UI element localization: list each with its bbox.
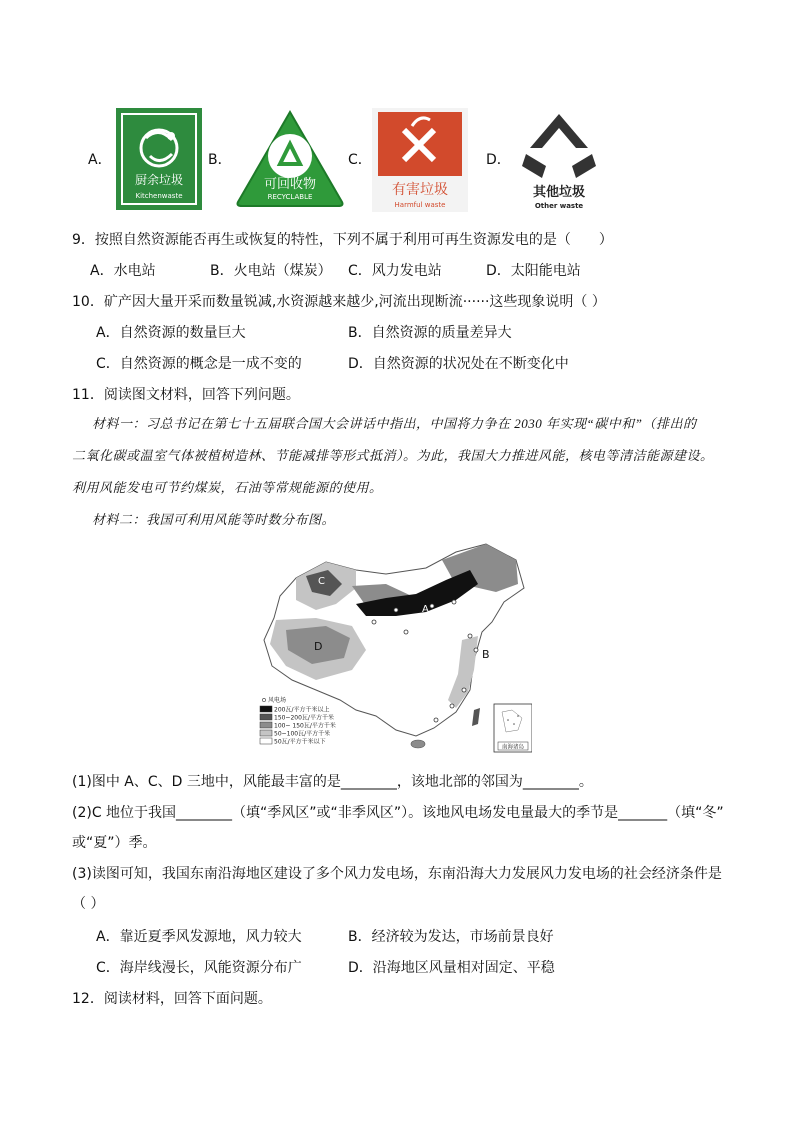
option-a[interactable] (88, 105, 206, 213)
q9-option-c[interactable]: C．风力发电站 (348, 263, 442, 279)
harmful-en: Harmful waste (394, 201, 446, 209)
china-wind-energy-map (256, 540, 532, 756)
q11-sub3-option-c[interactable]: C．海岸线漫长，风能资源分布广 (96, 960, 302, 976)
other-zh: 其他垃圾 (532, 185, 586, 200)
waste-sign-options (88, 105, 708, 213)
legend-title: 风电场 (268, 697, 287, 704)
recyclable-zh: 可回收物 (263, 177, 317, 192)
option-a-letter: A． (88, 152, 112, 168)
option-d[interactable] (486, 105, 626, 213)
q10-option-a[interactable]: A．自然资源的数量巨大 (96, 325, 246, 341)
q11-sub3-option-d[interactable]: D．沿海地区风量相对固定、平稳 (348, 960, 555, 976)
q11-material1-line2: 二氧化碳或温室气体被植树造林、节能减排等形式抵消）。为此，我国大力推进风能，核电等清洁能源建设。 (72, 448, 714, 463)
q11-sub1: (1)图中 A、C、D 三地中，风能最丰富的是________，该地北部的邻国为________。 (72, 774, 593, 790)
q10-option-c[interactable]: C．自然资源的概念是一成不变的 (96, 356, 302, 372)
q11-sub2-line1: (2)C 地位于我国________（填“季风区”或“非季风区”）。该地风电场发电量最大的季节是_______（填“冬” (72, 805, 724, 821)
kitchen-waste-icon (116, 108, 202, 210)
q9-stem: 9．按照自然资源能否再生或恢复的特性，下列不属于利用可再生资源发电的是（ ） (72, 232, 613, 248)
legend-swatch (260, 738, 272, 744)
q11-stem: 11．阅读图文材料，回答下列问题。 (72, 387, 300, 403)
map-label-c: C (318, 576, 325, 587)
q9-option-a[interactable]: A．水电站 (90, 263, 156, 279)
q10-option-d[interactable]: D．自然资源的状况处在不断变化中 (348, 356, 569, 372)
option-b[interactable] (208, 105, 348, 213)
q11-sub3-line1: (3)读图可知，我国东南沿海地区建设了多个风力发电场，东南沿海大力发展风力发电场的社会经济条件是 (72, 866, 722, 882)
other-waste-icon (512, 108, 606, 212)
option-c[interactable] (348, 105, 488, 213)
kitchen-zh: 厨余垃圾 (134, 173, 184, 187)
q11-sub3-line2: （ ） (72, 896, 105, 912)
legend-swatch (260, 714, 272, 720)
q9-option-b[interactable]: B．火电站（煤炭） (210, 263, 332, 279)
harmful-waste-icon (372, 108, 468, 212)
legend-label: 100~ 150瓦/平方千米 (274, 722, 336, 730)
legend-label: 150~200瓦/平方千米 (274, 714, 334, 722)
option-b-letter: B． (208, 152, 232, 168)
harmful-zh: 有害垃圾 (392, 182, 448, 198)
q10-option-b[interactable]: B．自然资源的质量差异大 (348, 325, 512, 341)
legend-label: 50~100瓦/平方千米 (274, 730, 331, 738)
other-en: Other waste (534, 202, 584, 210)
q11-material2: 材料二：我国可利用风能等时数分布图。 (92, 512, 336, 527)
option-d-letter: D． (486, 152, 511, 168)
map-legend (260, 696, 336, 746)
legend-label: 50瓦/平方千米以下 (274, 738, 326, 746)
legend-swatch (260, 706, 272, 712)
legend-label: 200瓦/平方千米以上 (274, 706, 330, 714)
recyclable-en: RECYCLABLE (267, 193, 313, 201)
map-label-b: B (482, 648, 490, 661)
nanhai-label: 南海诸岛 (501, 744, 525, 751)
map-label-a: A (422, 604, 429, 615)
map-label-d: D (314, 640, 323, 653)
q11-material1-line3: 利用风能发电可节约煤炭，石油等常规能源的使用。 (72, 480, 383, 495)
q11-sub2-line2: 或“夏”）季。 (72, 835, 157, 851)
kitchen-en: Kitchenwaste (135, 192, 183, 200)
q12-stem: 12．阅读材料，回答下面问题。 (72, 991, 272, 1007)
q9-option-d[interactable]: D．太阳能电站 (486, 263, 581, 279)
q11-sub3-option-b[interactable]: B．经济较为发达，市场前景良好 (348, 929, 554, 945)
legend-swatch (260, 722, 272, 728)
q11-sub3-option-a[interactable]: A．靠近夏季风发源地，风力较大 (96, 929, 302, 945)
recyclable-icon (234, 108, 346, 208)
q11-material1-line1: 材料一：习总书记在第七十五届联合国大会讲话中指出，中国将力争在 2030 年实现“碳中和”（排出的 (92, 416, 697, 431)
option-c-letter: C． (348, 152, 372, 168)
q10-stem: 10．矿产因大量开采而数量锐减,水资源越来越少,河流出现断流······这些现象说明（ ） (72, 294, 606, 310)
legend-swatch (260, 730, 272, 736)
